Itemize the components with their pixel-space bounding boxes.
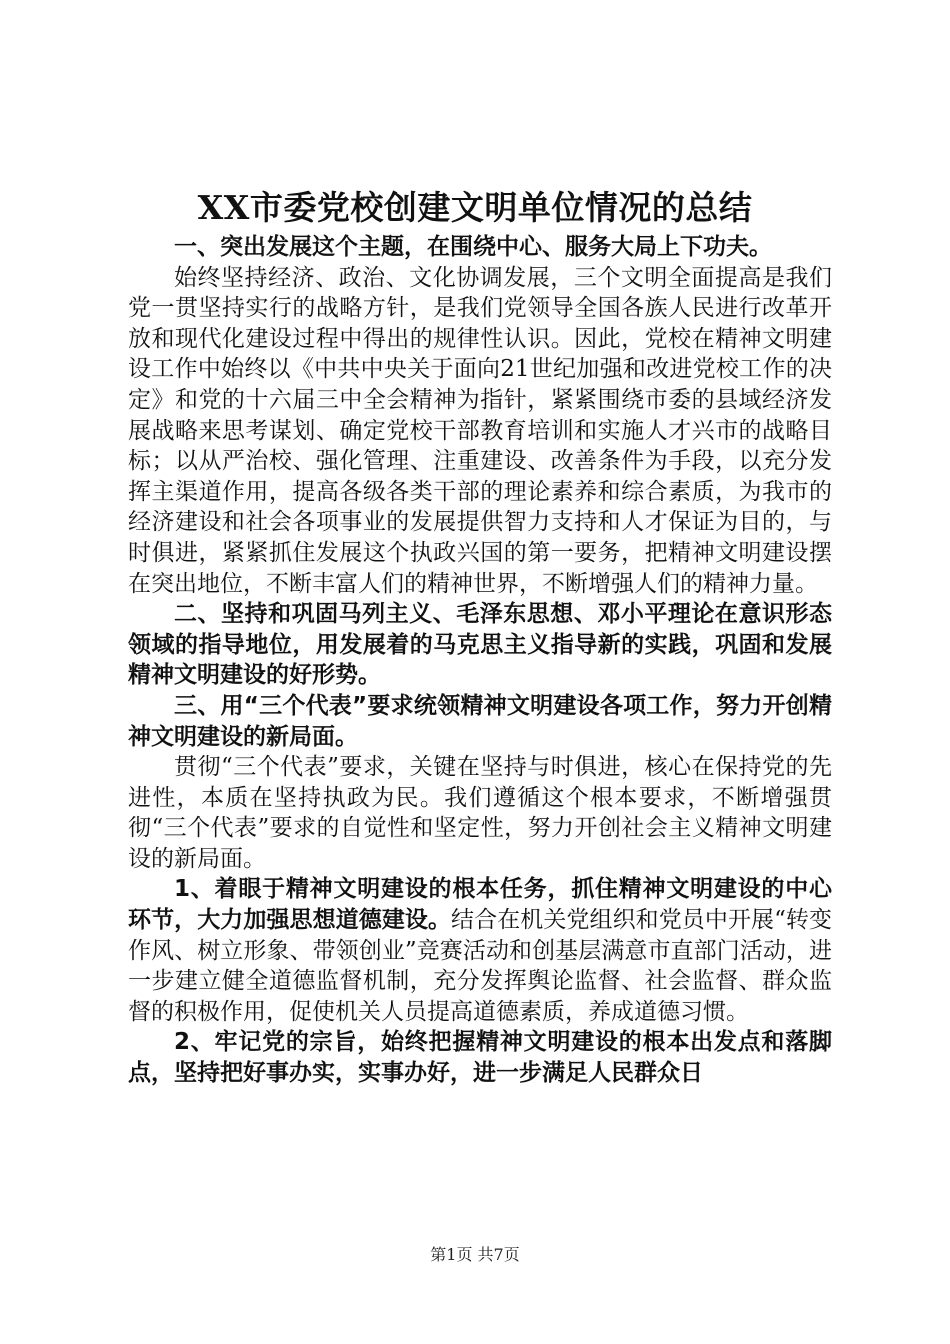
document-body xyxy=(128,232,832,1089)
page-number-footer: 第1页 共7页 xyxy=(430,1245,520,1264)
item-2-heading: 2、牢记党的宗旨，始终把握精神文明建设的根本出发点和落脚点，坚持把好事办实，实事办好，进一步满足人民群众日 xyxy=(128,1029,832,1087)
section-2-heading: 二、坚持和巩固马列主义、毛泽东思想、邓小平理论在意识形态领域的指导地位，用发展着的马克思主义指导新的实践，巩固和发展精神文明建设的好形势。 xyxy=(128,601,832,689)
item-1-heading: 1、着眼于精神文明建设的根本任务，抓住精神文明建设的中心环节，大力加强思想道德建设。 xyxy=(128,876,832,934)
section-3-paragraph: 贯彻“三个代表”要求，关键在坚持与时俱进，核心在保持党的先进性，本质在坚持执政为民。我们遵循这个根本要求，不断增强贯彻“三个代表”要求的自觉性和坚定性，努力开创社会主义精神文明建设的新局面。 xyxy=(128,754,832,872)
section-1-heading: 一、突出发展这个主题，在围绕中心、服务大局上下功夫。 xyxy=(174,234,772,260)
item-1-paragraph xyxy=(128,874,832,1027)
section-3-heading: 三、用“三个代表”要求统领精神文明建设各项工作，努力开创精神文明建设的新局面。 xyxy=(128,692,832,750)
item-1-body: 结合在机关党组织和党员中开展“转变作风、树立形象、带领创业”竞赛活动和创基层满意市直部门活动，进一步建立健全道德监督机制，充分发挥舆论监督、社会监督、群众监督的积极作用，促使机关人员提高道德素质，养成道德习惯。 xyxy=(128,907,832,1025)
document-title: XX市委党校创建文明单位情况的总结 xyxy=(197,188,753,227)
section-1-paragraph: 始终坚持经济、政治、文化协调发展，三个文明全面提高是我们党一贯坚持实行的战略方针，是我们党领导全国各族人民进行改革开放和现代化建设过程中得出的规律性认识。因此，党校在精神文明建设工作中始终以《中共中央关于面向21世纪加强和改进党校工作的决定》和党的十六届三中全会精神为指针，紧紧围绕市委的县域经济发展战略来思考谋划、确定党校干部教育培训和实施人才兴市的战略目标；以从严治校、强化管理、注重建设、改善条件为手段，以充分发挥主渠道作用，提高各级各类干部的理论素养和综合素质，为我市的经济建设和社会各项事业的发展提供智力支持和人才保证为目的，与时俱进，紧紧抓住发展这个执政兴国的第一要务，把精神文明建设摆在突出地位，不断丰富人们的精神世界，不断增强人们的精神力量。 xyxy=(128,264,832,597)
